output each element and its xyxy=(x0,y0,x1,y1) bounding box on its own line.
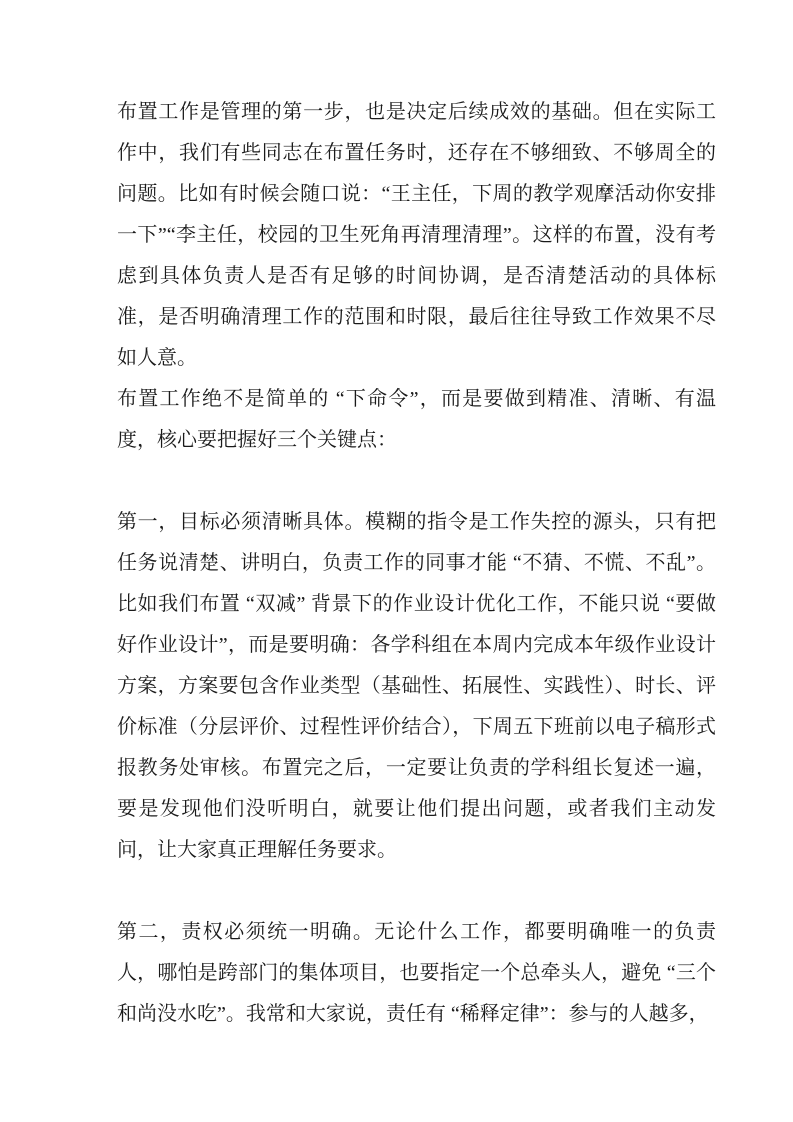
paragraph-point-one-clear-goals: 第一，目标必须清晰具体。模糊的指令是工作失控的源头，只有把任务说清楚、讲明白，负责工作的同事才能 “不猜、不慌、不乱”。比如我们布置 “双减” 背景下的作业设计优化工作，不能只说 “要做好作业设计”，而是要明确：各学科组在本周内完成本年级作业设计方案，方案要包含作业类型（基础性、拓展性、实践性）、时长、评价标准（分层评价、过程性评价结合），下周五下班前以电子稿形式报教务处审核。布置完之后，一定要让负责的学科组长复述一遍，要是发现他们没听明白，就要让他们提出问题，或者我们主动发问，让大家真正理解任务要求。 xyxy=(117,511,716,861)
paragraph-point-two-clear-responsibility: 第二，责权必须统一明确。无论什么工作，都要明确唯一的负责人，哪怕是跨部门的集体项目，也要指定一个总牵头人，避免 “三个和尚没水吃”。我常和大家说，责任有 “稀释定律”：参与的人越多， xyxy=(117,921,716,1025)
paragraph-three-key-points-lead: 布置工作绝不是简单的 “下命令”，而是要做到精准、清晰、有温度，核心要把握好三个关键点： xyxy=(117,388,716,451)
document-text-body xyxy=(117,92,716,1035)
paragraph-intro-problem: 布置工作是管理的第一步，也是决定后续成效的基础。但在实际工作中，我们有些同志在布置任务时，还存在不够细致、不够周全的问题。比如有时候会随口说：“王主任，下周的教学观摩活动你安排一下”“李主任，校园的卫生死角再清理清理”。这样的布置，没有考虑到具体负责人是否有足够的时间协调，是否清楚活动的具体标准，是否明确清理工作的范围和时限，最后往往导致工作效果不尽如人意。 xyxy=(117,101,716,369)
